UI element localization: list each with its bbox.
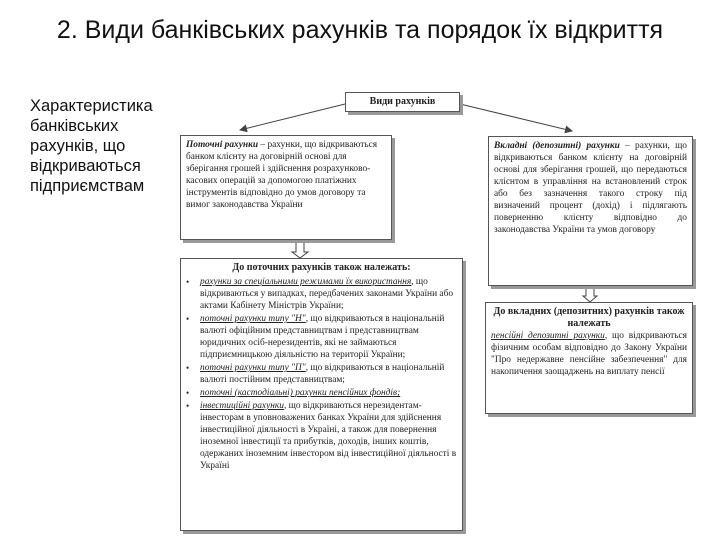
pension-deposit-term: пенсійні депозитні рахунки: [491, 331, 605, 341]
arrow-to-current: [240, 104, 345, 130]
list-item-desc: , що відкриваються у випадках, передбачених законами України або актами Кабінету Міністрів України;: [200, 277, 454, 311]
list-item-term: рахунки за спеціальними режимами їх використання: [200, 277, 412, 287]
bullet-icon: •: [186, 277, 190, 287]
list-item: [186, 362, 457, 386]
list-item-desc: , що відкриваються нерезидентам-інвесторам в уповноважених банках України для здійснення інвестиційної діяльності в Україні, а також для повернення іноземної інвестиції та прибутків, доходів, інших коштів, одержаних іноземним інвестором від інвестиційної діяльності в Україні: [200, 401, 457, 471]
current-accounts-also-box: [180, 258, 463, 531]
list-item-term: поточні (кастодіальні) рахунки пенсійних фондів;: [200, 388, 401, 398]
current-accounts-box: [180, 135, 392, 240]
arrow-deposit-down: [583, 288, 597, 302]
current-also-list: [186, 276, 457, 472]
list-item: [186, 400, 457, 472]
bullet-icon: •: [186, 314, 190, 324]
list-item-term: інвестиційні рахунки: [200, 401, 284, 411]
arrow-current-down: [292, 242, 308, 258]
deposit-accounts-also-box: [485, 302, 693, 414]
deposit-also-header: До вкладних (депозитних) рахунків також належать: [493, 306, 685, 329]
deposit-accounts-desc: – рахунки, що відкриваються банком клієнту на договірній основі для зберігання грошей, що передаються клієнтом в управління на встановлений строк або без зазначення такого строку під визначений процент (дохід) і підлягають поверненню клієнту відповідно до законодавства України та умов договору: [494, 141, 687, 235]
list-item: [186, 313, 457, 361]
list-item: [186, 387, 457, 399]
bullet-icon: •: [186, 363, 190, 373]
bullet-icon: •: [186, 401, 190, 411]
account-types-box: Види рахунків: [345, 92, 460, 112]
current-accounts-desc: – рахунки, що відкриваються банком клієнту на договірній основі для зберігання грошей і здійснення розрахунково-касових операцій за допомогою платіжних інструментів відповідно до умов договору та вимог законодавства України: [186, 140, 378, 210]
slide-title: 2. Види банківських рахунків та порядок їх відкриття: [56, 16, 664, 44]
bullet-icon: •: [186, 388, 190, 398]
current-also-header: До поточних рахунків також належать:: [232, 262, 411, 273]
current-accounts-term: Поточні рахунки: [186, 140, 259, 150]
list-item-term: поточні рахунки типу "П": [200, 363, 306, 373]
list-item: [186, 276, 457, 312]
deposit-accounts-term: Вкладні (депозитні) рахунки: [494, 141, 620, 151]
arrow-to-deposit: [460, 104, 572, 131]
list-item-desc: , що відкриваються в національній валюті офіційним представництвам і представництвам юридичних осіб-нерезидентів, які не займаються підприємницькою діяльністю на території України;: [200, 314, 445, 360]
pension-deposit-desc: , що відкриваються фізичним особам відповідно до Закону України "Про недержавне пенсійне забезпечення" для накопичення заощаджень на виплату пенсії: [491, 331, 687, 377]
left-caption: Характеристика банківських рахунків, що відкриваються підприємствам: [30, 97, 153, 195]
deposit-accounts-box: [488, 136, 693, 286]
list-item-term: поточні рахунки типу "Н": [200, 314, 306, 324]
list-item-desc: , що відкриваються в національній валюті постійним представництвам;: [200, 363, 445, 385]
